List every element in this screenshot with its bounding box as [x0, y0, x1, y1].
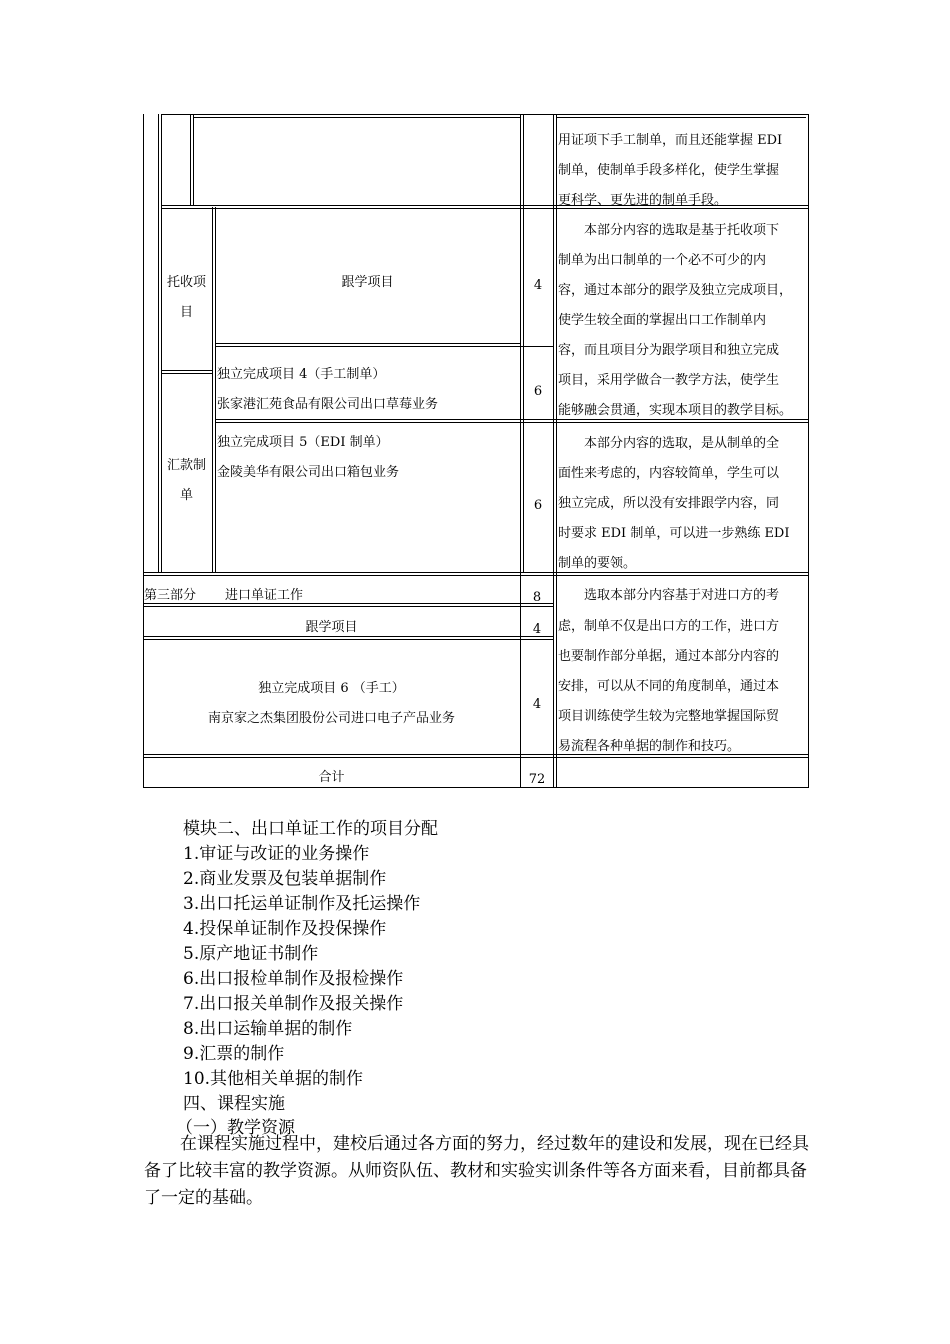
section-title: 四、课程实施	[183, 1094, 285, 1114]
desc-line: 安排，可以从不同的角度制单，通过本	[558, 679, 780, 694]
desc-line: 独立完成，所以没有安排跟学内容，同	[558, 496, 780, 511]
category-label: 目	[179, 305, 193, 320]
follow-project-label: 跟学项目	[305, 620, 358, 635]
desc-line: 能够融会贯通，实现本项目的教学目标。	[558, 403, 793, 418]
desc-line: 制单，使制单手段多样化，使学生掌握	[558, 163, 780, 178]
list-item: 10.其他相关单据的制作	[183, 1069, 364, 1089]
project-company: 金陵美华有限公司出口箱包业务	[217, 465, 400, 480]
project-title: 独立完成项目 6 （手工）	[258, 681, 405, 696]
list-item: 8.出口运输单据的制作	[183, 1019, 353, 1039]
list-item: 5.原产地证书制作	[183, 944, 319, 964]
hours-value: 4	[532, 622, 542, 637]
desc-line: 项目训练使学生较为完整地掌握国际贸	[558, 709, 780, 724]
hours-value: 6	[533, 498, 543, 513]
desc-line: 制单的要领。	[558, 556, 637, 571]
list-item: 3.出口托运单证制作及托运操作	[183, 894, 421, 914]
list-item: 4.投保单证制作及投保操作	[183, 919, 387, 939]
list-item: 2.商业发票及包装单据制作	[183, 869, 387, 889]
total-label: 合计	[318, 770, 345, 785]
follow-project-label: 跟学项目	[341, 275, 394, 290]
part-label: 第三部分	[144, 588, 197, 603]
list-item: 7.出口报关单制作及报关操作	[183, 994, 404, 1014]
category-label: 托收项	[166, 275, 206, 290]
desc-line: 虑，制单不仅是出口方的工作，进口方	[558, 619, 780, 634]
desc-line: 使学生较全面的掌握出口工作制单内	[558, 313, 767, 328]
category-label: 汇款制	[166, 458, 206, 473]
desc-line: 容，通过本部分的跟学及独立完成项目，	[558, 283, 793, 298]
desc-line: 更科学、更先进的制单手段。	[558, 193, 728, 208]
project-company: 南京家之杰集团股份公司进口电子产品业务	[207, 711, 455, 726]
project-company: 张家港汇苑食品有限公司出口草莓业务	[217, 397, 439, 412]
body-paragraph: 在课程实施过程中，建校后通过各方面的努力，经过数年的建设和发展，现在已经具备了比较丰富的教学资源。从师资队伍、教材和实验实训条件等各方面来看，目前都具备了一定的基础。	[144, 1134, 809, 1208]
module-title: 模块二、出口单证工作的项目分配	[183, 819, 438, 839]
list-item: 9.汇票的制作	[183, 1044, 285, 1064]
project-title: 独立完成项目 4（手工制单）	[217, 367, 386, 382]
desc-line: 选取本部分内容基于对进口方的考	[584, 588, 780, 603]
project-title: 独立完成项目 5（EDI 制单）	[217, 435, 389, 450]
subsection-title: （一）教学资源	[176, 1118, 295, 1138]
hours-value: 4	[532, 697, 542, 712]
desc-line: 用证项下手工制单，而且还能掌握 EDI	[558, 133, 783, 148]
desc-line: 本部分内容的选取，是从制单的全	[584, 436, 780, 451]
desc-line: 时要求 EDI 制单，可以进一步熟练 EDI	[558, 526, 790, 541]
desc-line: 本部分内容的选取是基于托收项下	[584, 223, 780, 238]
hours-value: 4	[533, 278, 543, 293]
desc-line: 容，而且项目分为跟学项目和独立完成	[558, 343, 780, 358]
hours-value: 8	[532, 590, 542, 605]
part-title: 进口单证工作	[225, 588, 304, 603]
list-item: 6.出口报检单制作及报检操作	[183, 969, 404, 989]
desc-line: 项目，采用学做合一教学方法，使学生	[558, 373, 780, 388]
list-item: 1.审证与改证的业务操作	[183, 844, 370, 864]
desc-line: 面性来考虑的，内容较简单，学生可以	[558, 466, 780, 481]
desc-line: 易流程各种单据的制作和技巧。	[558, 739, 741, 754]
category-label: 单	[179, 488, 193, 503]
desc-line: 也要制作部分单据，通过本部分内容的	[558, 649, 780, 664]
desc-line: 制单为出口制单的一个必不可少的内	[558, 253, 767, 268]
hours-value: 6	[533, 384, 543, 399]
total-hours: 72	[528, 772, 546, 787]
